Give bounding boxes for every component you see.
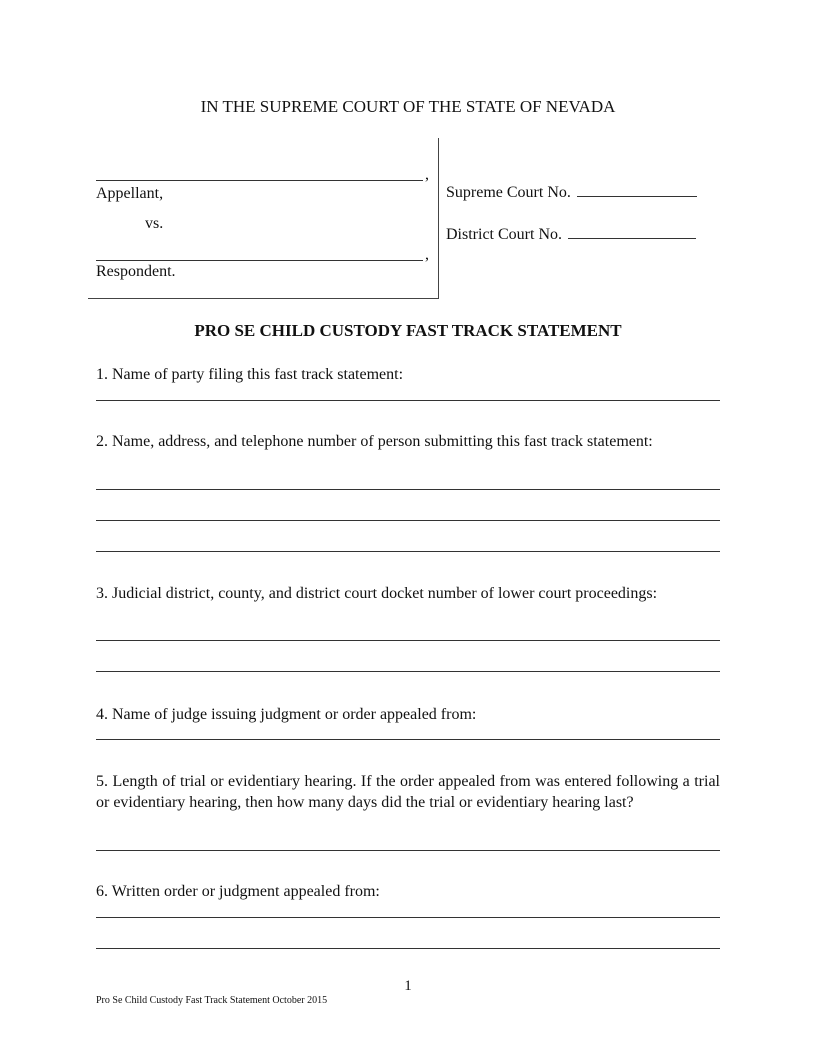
page-number: 1 (404, 978, 412, 994)
answer-line-3b[interactable] (96, 671, 720, 672)
answer-line-1a[interactable] (96, 400, 720, 401)
court-title: IN THE SUPREME COURT OF THE STATE OF NEVADA (200, 97, 616, 116)
appellant-comma: , (425, 166, 429, 183)
respondent-comma: , (425, 246, 429, 263)
respondent-label: Respondent. (96, 263, 176, 280)
appellant-label: Appellant, (96, 185, 164, 202)
answer-line-6b[interactable] (96, 948, 720, 949)
answer-line-3a[interactable] (96, 640, 720, 641)
district-court-no-line[interactable] (568, 224, 696, 239)
supreme-court-no-line[interactable] (577, 182, 697, 197)
question-1: 1. Name of party filing this fast track statement: (96, 366, 404, 383)
question-5: 5. Length of trial or evidentiary hearing. If the order appealed from was entered following a trial or evidentiary hearing, then how many days did the trial or evidentiary hearing last? (96, 773, 720, 811)
answer-line-6a[interactable] (96, 917, 720, 918)
answer-line-2b[interactable] (96, 520, 720, 521)
statement-title: PRO SE CHILD CUSTODY FAST TRACK STATEMENT (194, 321, 622, 340)
question-2: 2. Name, address, and telephone number of person submitting this fast track statement: (96, 433, 653, 450)
district-court-no-field (446, 224, 696, 244)
answer-line-2a[interactable] (96, 489, 720, 490)
question-6: 6. Written order or judgment appealed from: (96, 883, 380, 900)
supreme-court-no-label: Supreme Court No. (446, 184, 571, 201)
answer-line-5a[interactable] (96, 850, 720, 851)
answer-line-4a[interactable] (96, 739, 720, 740)
footer-text: Pro Se Child Custody Fast Track Statement October 2015 (96, 995, 328, 1006)
vs-label: vs. (145, 215, 164, 232)
respondent-name-line[interactable] (96, 260, 423, 261)
answer-line-2c[interactable] (96, 551, 720, 552)
appellant-name-line[interactable] (96, 180, 423, 181)
question-4: 4. Name of judge issuing judgment or order appealed from: (96, 706, 477, 723)
question-3: 3. Judicial district, county, and district court docket number of lower court proceedings: (96, 585, 658, 602)
district-court-no-label: District Court No. (446, 226, 562, 243)
supreme-court-no-field (446, 182, 697, 202)
